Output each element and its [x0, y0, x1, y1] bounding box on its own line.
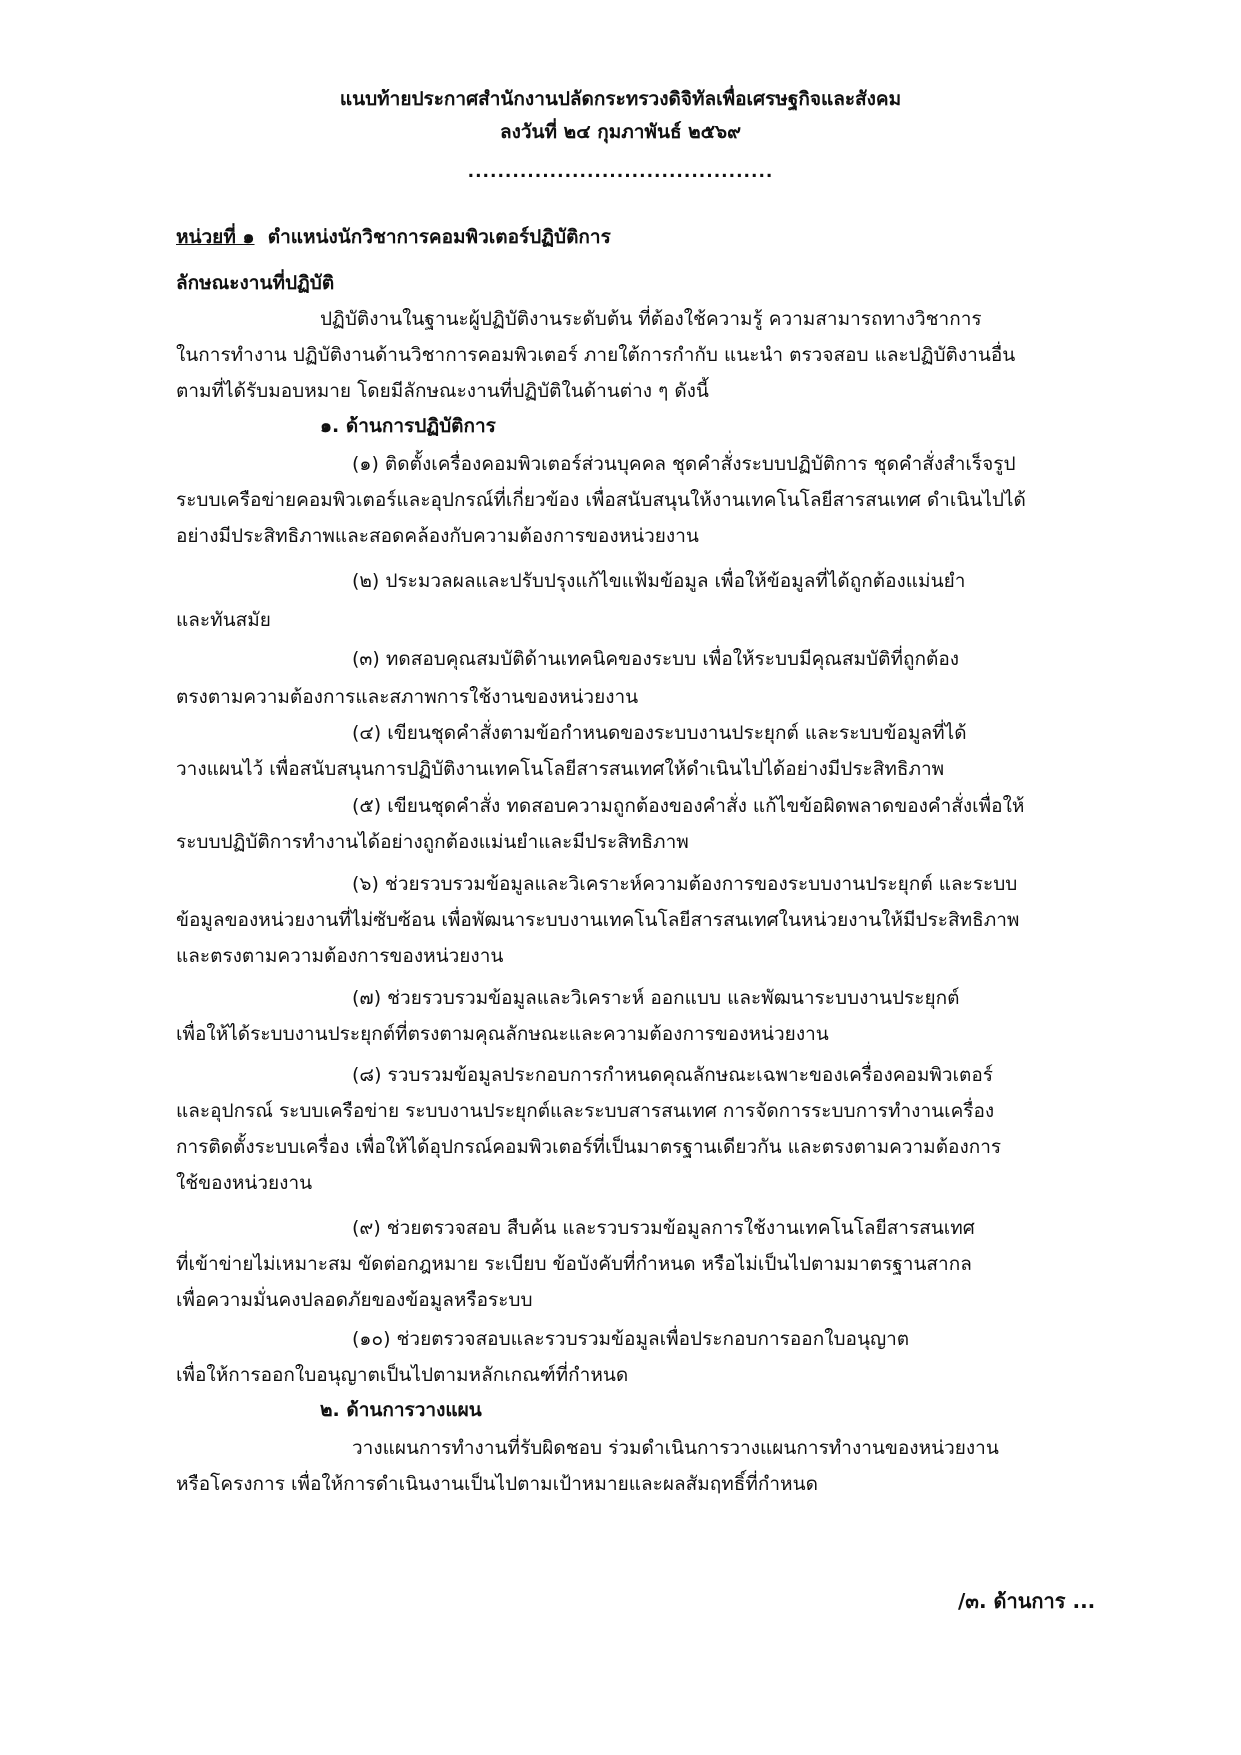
- item-9-line-2: ที่เข้าข่ายไม่เหมาะสม ขัดต่อกฎหมาย ระเบียบ ข้อบังคับที่กำหนด หรือไม่เป็นไปตามมาตรฐานสากล: [176, 1253, 972, 1275]
- item-8-line-2: และอุปกรณ์ ระบบเครือข่าย ระบบงานประยุกต์และระบบสารสนเทศ การจัดการระบบการทำงานเครื่อง: [176, 1100, 995, 1122]
- job-nature-heading: ลักษณะงานที่ปฏิบัติ: [176, 272, 335, 294]
- next-page-reference: /๓. ด้านการ ...: [958, 1589, 1096, 1613]
- item-5-line-2: ระบบปฏิบัติการทำงานได้อย่างถูกต้องแม่นยำและมีประสิทธิภาพ: [176, 831, 689, 853]
- item-7-line-1: (๗) ช่วยรวบรวมข้อมูลและวิเคราะห์ ออกแบบ และพัฒนาระบบงานประยุกต์: [352, 987, 960, 1009]
- item-4-line-2: วางแผนไว้ เพื่อสนับสนุนการปฏิบัติงานเทคโนโลยีสารสนเทศให้ดำเนินไปได้อย่างมีประสิทธิภาพ: [176, 758, 945, 780]
- item-7-line-2: เพื่อให้ได้ระบบงานประยุกต์ที่ตรงตามคุณลักษณะและความต้องการของหน่วยงาน: [176, 1023, 829, 1045]
- item-3-line-1: (๓) ทดสอบคุณสมบัติด้านเทคนิคของระบบ เพื่อให้ระบบมีคุณสมบัติที่ถูกต้อง: [352, 648, 960, 670]
- section2-line-2: หรือโครงการ เพื่อให้การดำเนินงานเป็นไปตามเป้าหมายและผลสัมฤทธิ์ที่กำหนด: [176, 1473, 818, 1495]
- intro-line-2: ในการทำงาน ปฏิบัติงานด้านวิชาการคอมพิวเตอร์ ภายใต้การกำกับ แนะนำ ตรวจสอบ และปฏิบัติงานอื่น: [176, 344, 1016, 366]
- item-9-line-1: (๙) ช่วยตรวจสอบ สืบค้น และรวบรวมข้อมูลการใช้งานเทคโนโลยีสารสนเทศ: [352, 1217, 975, 1239]
- section2-line-1: วางแผนการทำงานที่รับผิดชอบ ร่วมดำเนินการวางแผนการทำงานของหน่วยงาน: [352, 1437, 999, 1459]
- item-6-line-2: ข้อมูลของหน่วยงานที่ไม่ซับซ้อน เพื่อพัฒนาระบบงานเทคโนโลยีสารสนเทศในหน่วยงานให้มีประสิทธิภาพ: [176, 909, 1020, 931]
- item-6-line-3: และตรงตามความต้องการของหน่วยงาน: [176, 945, 504, 967]
- unit-position: ตำแหน่งนักวิชาการคอมพิวเตอร์ปฏิบัติการ: [267, 226, 611, 248]
- item-2-line-1: (๒) ประมวลผลและปรับปรุงแก้ไขแฟ้มข้อมูล เพื่อให้ข้อมูลที่ได้ถูกต้องแม่นยำ: [352, 570, 966, 592]
- unit-label: หน่วยที่ ๑: [176, 226, 255, 248]
- item-6-line-1: (๖) ช่วยรวบรวมข้อมูลและวิเคราะห์ความต้องการของระบบงานประยุกต์ และระบบ: [352, 873, 1018, 895]
- item-8-line-3: การติดตั้งระบบเครื่อง เพื่อให้ได้อุปกรณ์คอมพิวเตอร์ที่เป็นมาตรฐานเดียวกัน และตรงตามความต้องการ: [176, 1136, 1002, 1158]
- header-separator: .........................................: [467, 162, 774, 182]
- item-1-line-2: ระบบเครือข่ายคอมพิวเตอร์และอุปกรณ์ที่เกี่ยวข้อง เพื่อสนับสนุนให้งานเทคโนโลยีสารสนเทศ ดำเนินไปได้: [176, 489, 1026, 511]
- item-3-line-2: ตรงตามความต้องการและสภาพการใช้งานของหน่วยงาน: [176, 686, 639, 708]
- item-10-line-1: (๑๐) ช่วยตรวจสอบและรวบรวมข้อมูลเพื่อประกอบการออกใบอนุญาต: [352, 1328, 910, 1350]
- unit-heading: [176, 224, 611, 250]
- item-1-line-1: (๑) ติดตั้งเครื่องคอมพิวเตอร์ส่วนบุคคล ชุดคำสั่งระบบปฏิบัติการ ชุดคำสั่งสำเร็จรูป: [352, 453, 1016, 475]
- item-8-line-1: (๘) รวบรวมข้อมูลประกอบการกำหนดคุณลักษณะเฉพาะของเครื่องคอมพิวเตอร์: [352, 1064, 994, 1086]
- item-4-line-1: (๔) เขียนชุดคำสั่งตามข้อกำหนดของระบบงานประยุกต์ และระบบข้อมูลที่ได้: [352, 722, 967, 744]
- intro-line-1: ปฏิบัติงานในฐานะผู้ปฏิบัติงานระดับต้น ที่ต้องใช้ความรู้ ความสามารถทางวิชาการ: [320, 308, 982, 330]
- intro-line-3: ตามที่ได้รับมอบหมาย โดยมีลักษณะงานที่ปฏิบัติในด้านต่าง ๆ ดังนี้: [176, 380, 709, 402]
- section2-heading: ๒. ด้านการวางแผน: [320, 1399, 482, 1421]
- item-9-line-3: เพื่อความมั่นคงปลอดภัยของข้อมูลหรือระบบ: [176, 1289, 533, 1311]
- header-date: ลงวันที่ ๒๔ กุมภาพันธ์ ๒๕๖๙: [499, 121, 742, 143]
- item-5-line-1: (๕) เขียนชุดคำสั่ง ทดสอบความถูกต้องของคำสั่ง แก้ไขข้อผิดพลาดของคำสั่งเพื่อให้: [352, 795, 1025, 817]
- item-10-line-2: เพื่อให้การออกใบอนุญาตเป็นไปตามหลักเกณฑ์ที่กำหนด: [176, 1364, 629, 1386]
- item-2-line-2: และทันสมัย: [176, 609, 271, 631]
- section1-heading: ๑. ด้านการปฏิบัติการ: [320, 415, 496, 437]
- item-1-line-3: อย่างมีประสิทธิภาพและสอดคล้องกับความต้องการของหน่วยงาน: [176, 525, 699, 547]
- header-title: แนบท้ายประกาศสำนักงานปลัดกระทรวงดิจิทัลเพื่อเศรษฐกิจและสังคม: [339, 88, 902, 110]
- item-8-line-4: ใช้ของหน่วยงาน: [176, 1172, 313, 1194]
